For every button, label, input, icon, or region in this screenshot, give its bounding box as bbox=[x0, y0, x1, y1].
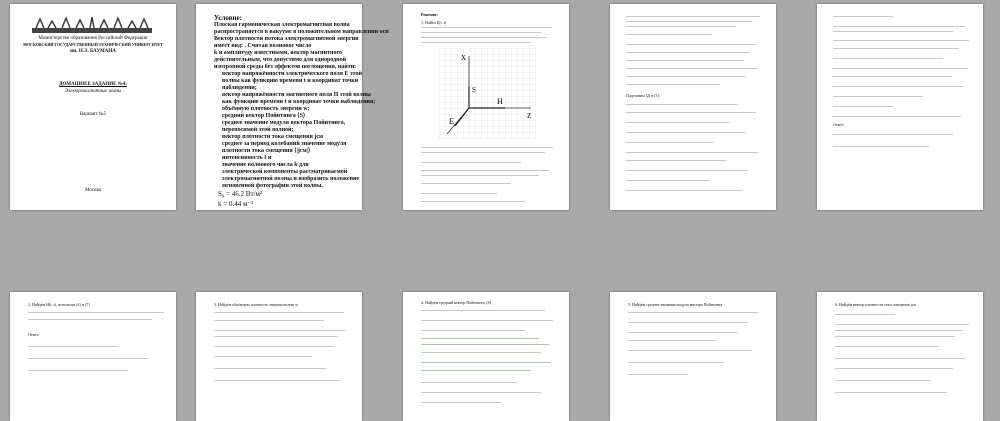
university-text: МОСКОВСКИЙ ГОСУДАРСТВЕННЫЙ ТЕХНИЧЕСКИЙ УНИВЕРСИТЕТ bbox=[23, 42, 163, 47]
city-text: Москва bbox=[84, 188, 102, 193]
answer-label: Ответ: bbox=[833, 122, 845, 127]
condition-line: волны как функцию времени t и координат точки bbox=[222, 78, 359, 84]
task-5-title: 5. Найдём среднее значение модуля вектора Пойнтинга bbox=[628, 302, 723, 307]
condition-line: переносимой этой волной; bbox=[222, 127, 294, 133]
condition-line: вектор напряжённости магнитного поля H этой волны bbox=[222, 92, 371, 98]
page-10-displacement-current bbox=[817, 292, 983, 421]
task-6-title: 6. Найдём вектор плотности тока смещения jсм bbox=[835, 302, 916, 307]
page-1-title bbox=[10, 4, 176, 210]
condition-line: интенсивность I и bbox=[222, 155, 272, 161]
condition-line: значение волнового числа k для bbox=[222, 162, 309, 168]
page-3-solution bbox=[403, 4, 569, 210]
condition-line: действительным, что допустимо для однородной bbox=[214, 57, 347, 63]
condition-line: вектор плотности тока смещения jсм bbox=[222, 134, 324, 140]
homework-title: ДОМАШНЕЕ ЗАДАНИЕ №4: bbox=[59, 82, 127, 87]
condition-line: изотропной среды без эффектов поглощения, найти: bbox=[214, 64, 357, 70]
page-9-poynting-modulus bbox=[610, 292, 776, 421]
page-6-magnetic-field bbox=[10, 292, 176, 421]
page-7-energy-density bbox=[196, 292, 362, 421]
vector-e-label: E bbox=[449, 117, 454, 126]
condition-line: среднее значение модуля вектора Пойнтинга, bbox=[222, 120, 346, 126]
page-2-condition bbox=[196, 4, 389, 210]
condition-line: средний вектор Пойнтинга ⟨S⟩ bbox=[222, 113, 306, 119]
condition-line: k и амплитуду известными, вектор магнитного bbox=[214, 50, 343, 56]
condition-line: объёмную плотность энергии w; bbox=[222, 106, 310, 112]
condition-line: мгновенной фотографии этой волны. bbox=[222, 183, 324, 189]
task-3-title: 3. Найдём объёмную плотность энергии волны w bbox=[214, 302, 299, 307]
page-4-derivation bbox=[610, 4, 776, 210]
answer-label: Ответ: bbox=[28, 332, 40, 337]
condition-line: электромагнитной волны и изобразить положение bbox=[222, 176, 360, 182]
condition-line: имеет вид: . Считая волновое число bbox=[214, 43, 312, 49]
university-name-text: им. Н.Э. БАУМАНА bbox=[70, 49, 116, 54]
page-8-poynting bbox=[403, 292, 569, 421]
page-5-derivation bbox=[817, 4, 983, 210]
vector-h-label: H bbox=[497, 97, 503, 106]
axis-z-label: Z bbox=[527, 112, 532, 120]
condition-line: Вектор плотности потока электромагнитной энергии bbox=[214, 36, 359, 42]
solution-heading: Решение: bbox=[421, 12, 439, 17]
condition-line: среднее за период колебаний значение модуля bbox=[222, 141, 347, 147]
variant-text: Вариант №5 bbox=[79, 112, 107, 117]
substitute-label: Подставим (2) в (1): bbox=[626, 93, 661, 98]
condition-heading: Условие: bbox=[214, 14, 242, 22]
condition-line: наблюдения; bbox=[222, 85, 257, 91]
condition-line: вектор напряжённости электрического поля E этой bbox=[222, 71, 362, 77]
condition-line: как функцию времени t и координат точки наблюдения; bbox=[222, 99, 376, 105]
wave-axes-figure bbox=[439, 48, 537, 140]
task-4-title: 4. Найдём средний вектор Пойнтинга ⟨S⟩ bbox=[421, 300, 492, 305]
s0-value: S₀ = 46.2 Вт/м² bbox=[218, 190, 262, 198]
task-1-title: 1. Найти E(t, r) bbox=[421, 20, 447, 25]
condition-line: плотности тока смещения ⟨|jсм|⟩ bbox=[222, 148, 311, 154]
ministry-text: Министерство образования Российской Федерации bbox=[38, 36, 148, 41]
university-emblem bbox=[32, 16, 152, 34]
k-value: k = 0.44 м⁻¹ bbox=[218, 200, 254, 208]
homework-topic: Электромагнитные волны bbox=[64, 89, 122, 94]
condition-line: распространяется в вакууме в положительном направлении оси bbox=[214, 29, 389, 35]
vector-s-label: S bbox=[472, 86, 476, 94]
condition-line: Плоская гармоническая электромагнитная волна bbox=[214, 22, 350, 28]
condition-line: электрической компоненты рассматриваемой bbox=[222, 169, 348, 175]
task-2-title: 2. Найдём H(t, r), используя (4) и (7) bbox=[28, 302, 90, 307]
axis-x-label: X bbox=[461, 54, 467, 62]
